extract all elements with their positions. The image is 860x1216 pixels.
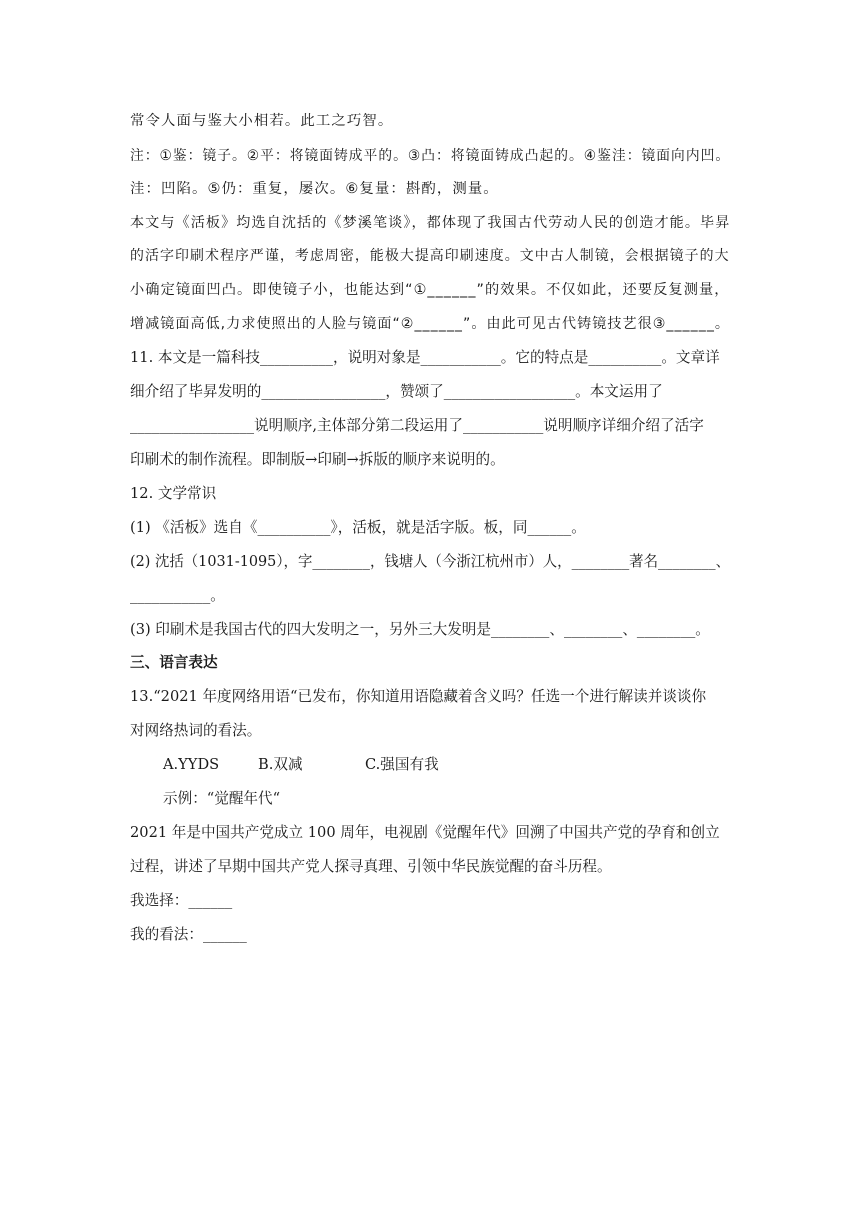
example-text-line-1: 2021 年是中国共产党成立 100 周年，电视剧《觉醒年代》回溯了中国共产党的孕育和创立 bbox=[130, 824, 720, 841]
passage-closing-line: 常令人面与鉴大小相若。此工之巧智。 bbox=[130, 113, 394, 129]
question-12-heading: 12. 文学常识 bbox=[130, 485, 217, 502]
question-12-item-3: (3) 印刷术是我国古代的四大发明之一，另外三大发明是________、________、________。 bbox=[130, 621, 710, 638]
question-12-item-2: (2) 沈括（1031-1095），字________，钱塘人（今浙江杭州市）人，________著名________、 bbox=[130, 553, 730, 570]
question-12-item-1: (1) 《活板》选自《__________》，活板，就是活字版。板，同______。 bbox=[130, 519, 586, 536]
annotation-line-2: 洼：凹陷。⑤仍：重复，屡次。⑥复量：斟酌，测量。 bbox=[130, 181, 499, 197]
option-c: C.强国有我 bbox=[365, 756, 439, 773]
cloze-line-2: 的活字印刷术程序严谨，考虑周密，能极大提高印刷速度。文中古人制镜，会根据镜子的大 bbox=[130, 248, 730, 264]
example-text-line-2: 过程，讲述了早期中国共产党人探寻真理、引领中华民族觉醒的奋斗历程。 bbox=[130, 858, 612, 875]
question-13-line-1: 13.“2021 年度网络用语“已发布，你知道用语隐藏着含义吗？任选一个进行解读并谈谈你 bbox=[130, 688, 707, 705]
question-11-line-3: _________________说明顺序,主体部分第二段运用了___________说明顺序详细介绍了活字 bbox=[130, 417, 704, 434]
my-choice-field: 我选择：______ bbox=[130, 892, 233, 909]
cloze-line-3: 小确定镜面凹凸。即使镜子小，也能达到“①______”的效果。不仅如此，还要反复测量， bbox=[130, 282, 730, 298]
my-opinion-field: 我的看法：______ bbox=[130, 926, 247, 943]
option-b: B.双减 bbox=[258, 756, 303, 773]
question-11-line-1: 11. 本文是一篇科技__________，说明对象是___________。它的特点是__________。文章详 bbox=[130, 349, 720, 366]
cloze-line-1: 本文与《活板》均选自沈括的《梦溪笔谈》，都体现了我国古代劳动人民的创造才能。毕昇 bbox=[130, 215, 731, 231]
option-a: A.YYDS bbox=[163, 756, 220, 773]
question-11-line-2: 细介绍了毕昇发明的_________________，赞颂了__________________。本文运用了 bbox=[130, 383, 663, 400]
question-12-item-2-cont: ___________。 bbox=[130, 587, 225, 604]
cloze-line-4: 增减镜面高低,力求使照出的人脸与镜面“②______”。由此可见古代铸镜技艺很③______。 bbox=[130, 316, 731, 332]
question-11-line-4: 印刷术的制作流程。即制版→印刷→拆版的顺序来说明的。 bbox=[130, 451, 505, 468]
question-13-line-2: 对网络热词的看法。 bbox=[130, 722, 262, 739]
example-label: 示例：“觉醒年代“ bbox=[163, 790, 281, 807]
section-heading-language-expression: 三、语言表达 bbox=[130, 654, 218, 671]
annotation-line-1: 注：①鉴：镜子。②平：将镜面铸成平的。③凸：将镜面铸成凸起的。④鉴洼：镜面向内凹。 bbox=[130, 148, 731, 164]
